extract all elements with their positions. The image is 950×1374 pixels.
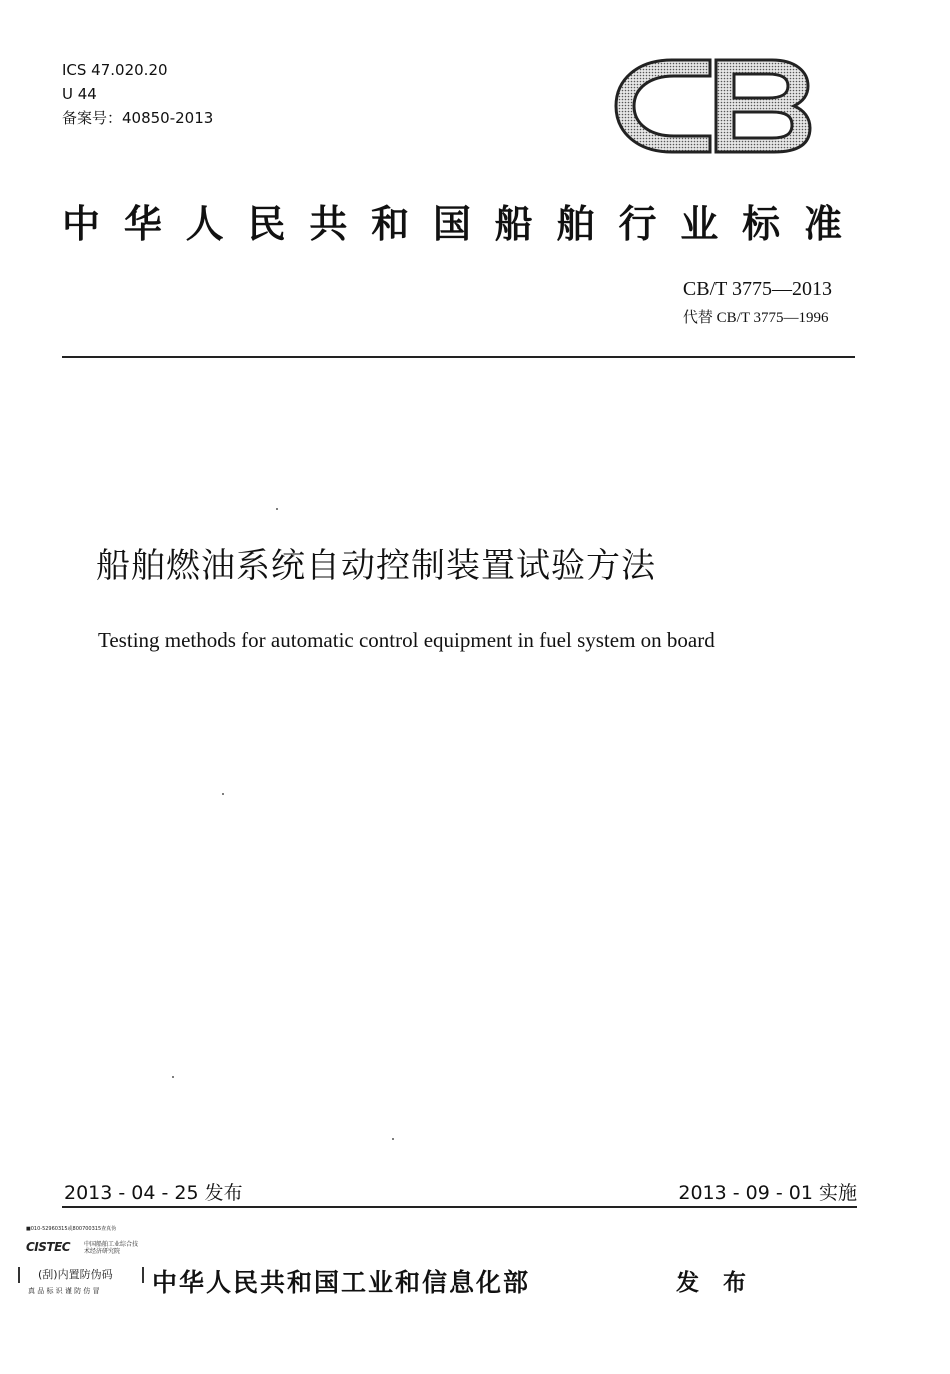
stamp-brand: CISTEC bbox=[26, 1240, 71, 1254]
classification-block bbox=[62, 58, 213, 130]
class-code: U 44 bbox=[62, 85, 97, 103]
header-divider bbox=[62, 356, 855, 358]
title-char: 舶 bbox=[556, 202, 595, 246]
ics-code: ICS 47.020.20 bbox=[62, 61, 168, 79]
title-char: 中 bbox=[62, 202, 101, 246]
stamp-brand-sub: 中国船舶工业综合技术经济研究院 bbox=[84, 1241, 139, 1255]
anti-counterfeit-stamp bbox=[14, 1226, 144, 1304]
title-char: 民 bbox=[247, 202, 286, 246]
title-char: 华 bbox=[123, 202, 162, 246]
scan-speck bbox=[276, 508, 278, 510]
scan-speck bbox=[172, 1076, 174, 1078]
title-char: 行 bbox=[618, 202, 657, 246]
title-char: 业 bbox=[680, 202, 719, 246]
stamp-label: (刮)内置防伪码 bbox=[38, 1268, 113, 1281]
standard-type-title bbox=[62, 198, 842, 250]
title-char: 准 bbox=[803, 202, 842, 246]
document-title-chinese: 船舶燃油系统自动控制装置试验方法 bbox=[96, 546, 656, 586]
stamp-under-text: 真 品 标 识 谨 防 仿 冒 bbox=[28, 1287, 100, 1295]
standard-code-block bbox=[683, 276, 832, 330]
title-char: 人 bbox=[185, 202, 224, 246]
title-char: 国 bbox=[432, 202, 471, 246]
replaced-standard: 代替 CB/T 3775—1996 bbox=[682, 310, 829, 326]
stamp-hotline: ■010-52960315或800700315查真伪 bbox=[26, 1226, 117, 1232]
effective-date: 2013 - 09 - 01 实施 bbox=[678, 1182, 857, 1204]
document-title-english: Testing methods for automatic control equipment in fuel system on board bbox=[98, 628, 715, 652]
record-number: 备案号：40850-2013 bbox=[62, 109, 214, 127]
title-char: 标 bbox=[742, 202, 781, 246]
cb-logo-icon bbox=[612, 56, 812, 156]
issue-date: 2013 - 04 - 25 发布 bbox=[64, 1182, 243, 1204]
title-char: 和 bbox=[371, 202, 410, 246]
title-char: 共 bbox=[309, 202, 348, 246]
scan-speck bbox=[222, 793, 224, 795]
scan-speck bbox=[392, 1138, 394, 1140]
publish-label: 发 布 bbox=[676, 1270, 755, 1296]
standard-number: CB/T 3775—2013 bbox=[682, 278, 832, 300]
title-char: 船 bbox=[494, 202, 533, 246]
footer-divider bbox=[62, 1206, 857, 1208]
publisher-name: 中华人民共和国工业和信息化部 bbox=[152, 1268, 531, 1297]
